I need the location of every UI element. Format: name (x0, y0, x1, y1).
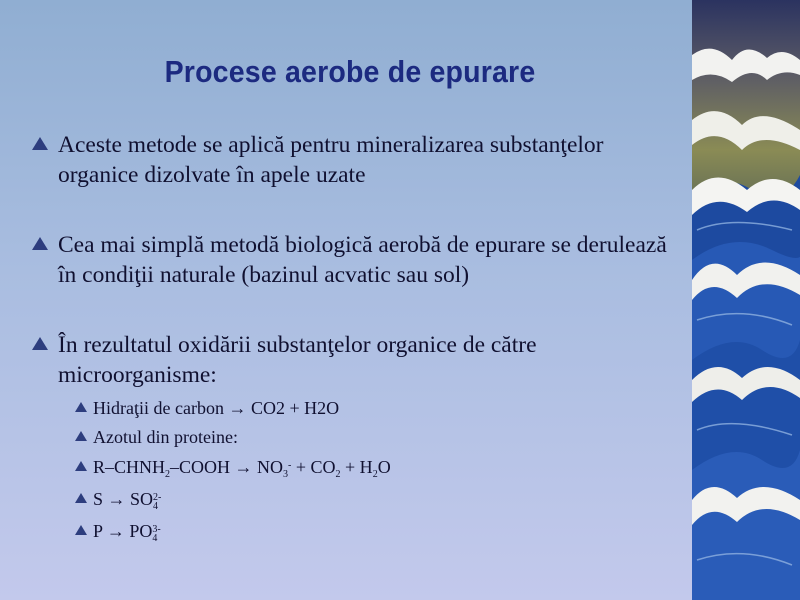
formula-subscript: 4 (152, 533, 158, 544)
formula-part: + CO (291, 457, 336, 477)
formula-subscript: 2 (372, 469, 378, 480)
triangle-bullet-icon (75, 431, 87, 441)
formula-superscript: 3- (152, 524, 161, 535)
triangle-bullet-icon (32, 237, 48, 250)
sub-bullet-formula (75, 487, 635, 515)
slide-title: Procese aerobe de epurare (164, 54, 536, 89)
formula-part: O (377, 457, 391, 477)
formula-part: P → PO (93, 521, 153, 541)
decorative-wave-panel (692, 0, 800, 600)
formula-part: –COOH → NO (170, 457, 284, 477)
formula-superscript: 2- (153, 492, 162, 503)
sub-bullet-text: Azotul din proteine: (93, 427, 238, 447)
formula-subscript: 3 (283, 469, 289, 480)
formula-part: S → SO (93, 489, 154, 509)
bullet-text: Aceste metode se aplică pentru mineralizarea substanţelor organice dizolvate în apele uzate (58, 132, 604, 188)
bullet-item (30, 130, 680, 190)
triangle-bullet-icon (75, 402, 87, 412)
triangle-bullet-icon (75, 493, 87, 503)
formula-subscript: 4 (153, 501, 159, 512)
formula-superscript: - (288, 460, 292, 471)
sub-bullet-formula (75, 519, 635, 547)
sub-bullet-formula (75, 455, 635, 483)
wave-illustration-icon (692, 0, 800, 600)
triangle-bullet-icon (32, 337, 48, 350)
bullet-text: În rezultatul oxidării substanţelor organice de către microorganisme: (58, 332, 537, 388)
sub-bullet-item (75, 425, 635, 449)
sub-bullet-item (75, 487, 635, 515)
formula-part: R–CHNH (93, 457, 166, 477)
triangle-bullet-icon (75, 525, 87, 535)
formula-part: + H (340, 457, 373, 477)
sub-bullet-item (75, 455, 635, 483)
sub-bullet-item (75, 519, 635, 547)
bullet-text: Cea mai simplă metodă biologică aerobă de epurare se derulează în condiţii naturale (bazinul acvatic sau sol) (58, 232, 667, 288)
formula-subscript: 2 (335, 469, 341, 480)
triangle-bullet-icon (32, 137, 48, 150)
bullet-item (30, 230, 680, 290)
formula-subscript: 2 (165, 469, 171, 480)
sub-bullet-item (75, 396, 635, 420)
sub-bullet-text: Hidraţii de carbon → CO2 + H2O (93, 398, 340, 418)
bullet-item (30, 330, 680, 390)
triangle-bullet-icon (75, 461, 87, 471)
